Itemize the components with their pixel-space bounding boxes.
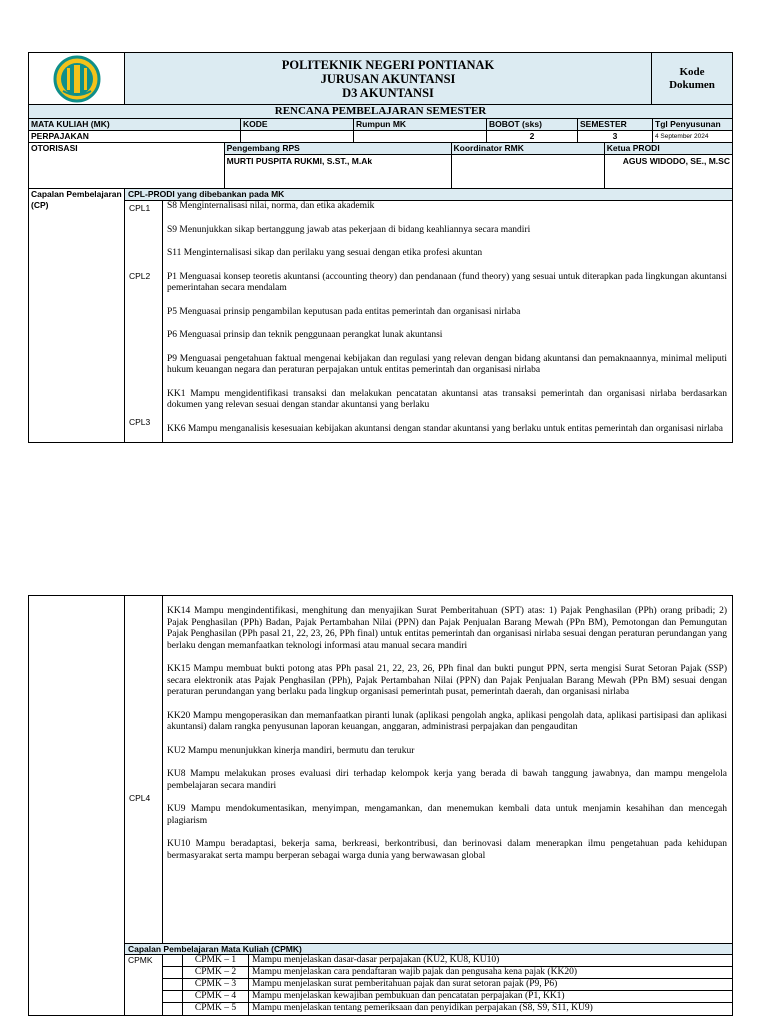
- cpl-code-3: CPL3: [129, 417, 151, 427]
- header-mata-kuliah: MATA KULIAH (MK): [29, 119, 241, 130]
- table-row: [163, 967, 732, 979]
- dokumen-label: Dokumen: [669, 78, 715, 91]
- cpl-item: P5 Menguasai prinsip pengambilan keputusan pada entitas pemerintah dan organisasi nirlaba: [167, 306, 521, 317]
- capaian-label-continued: [29, 596, 125, 1015]
- course-header-row: [29, 119, 732, 131]
- capaian-section: [29, 189, 732, 442]
- cpmk-code: CPMK – 1: [183, 955, 249, 966]
- pengembang-cell: [225, 143, 452, 188]
- cpmk-table: [163, 955, 732, 1015]
- cpmk-gap: [163, 1003, 183, 1015]
- cpmk-code: CPMK – 4: [183, 991, 249, 1002]
- logo-cell: [29, 53, 125, 104]
- cpl-item: KK15 Mampu membuat bukti potong atas PPh pasal 21, 22, 23, 26, PPh final dan bukti pungut PPN, serta mengisi Surat Setoran Pajak (SSP) secara elektronik atas Pajak Penghasilan (PPh), Pajak Pertambahan Nilai (PPN) dan Pajak Penjualan Barang Mewah (PPn BM) sesuai dengan peraturan perundangan yang berlaku pada lingkup organisasi pemerintah pusat, pemerintah daerah, dan organisasi nirlaba: [167, 664, 727, 697]
- cpmk-gap: [163, 991, 183, 1002]
- cpmk-desc: Mampu menjelaskan cara pendaftaran wajib pajak dan pengusaha kena pajak (KK20): [252, 967, 577, 977]
- cpl-item: KU2 Mampu menunjukkan kinerja mandiri, bermutu dan terukur: [167, 745, 415, 756]
- pengembang-value: MURTI PUSPITA RUKMI, S.ST., M.Ak: [226, 156, 373, 166]
- cpmk-section: [125, 955, 732, 1015]
- cpl-item: KK6 Mampu menganalisis kesesuaian kebijakan akuntansi dengan standar akuntansi yang berlaku untuk entitas pemerintah dan organisasi nirlaba: [167, 423, 723, 434]
- cpl-code-2: CPL2: [129, 271, 151, 281]
- cpl-item: P9 Menguasai pengetahuan faktual mengenai kebijakan dan regulasi yang relevan dengan bidang akuntansi dan pemaknaannya, minimal meliputi hukum keuangan negara dan peraturan perpajakan untuk entitas pemerintah dan organisasi nirlaba: [167, 353, 727, 375]
- value-semester: 3: [578, 131, 653, 142]
- value-rumpun: [354, 131, 487, 142]
- kode-label: Kode: [679, 65, 705, 78]
- cpl-codes-column: [125, 201, 163, 442]
- cpl-item: S9 Menunjukkan sikap bertanggung jawab atas pekerjaan di bidang keahliannya secara mandiri: [167, 224, 531, 235]
- cpl-item: KK14 Mampu mengindentifikasi, menghitung dan menyajikan Surat Pemberitahuan (SPT) atas: 1) Pajak Penghasilan (PPh) orang pribadi; 2) Pajak Penghasilan (PPh) Badan, Pajak Pertambahan Nilai (PPN) dan Pajak Penjualan Barang Mewah (PPn BM), Pemotongan dan Pemungutan Pajak Penghasilan (PPh pasal 21, 22, 23, 26, PPh final) untuk entitas pemerintah dan organisasi nirlaba sesuai dengan peraturan perundangan yang berlaku dengan memanfaatkan teknologi informasi atau manual secara mandiri: [167, 606, 727, 651]
- pengembang-label: Pengembang RPS: [225, 143, 451, 155]
- koordinator-cell: [452, 143, 605, 188]
- cpl-item: KU9 Mampu mendokumentasikan, menyimpan, mengamankan, dan menemukan kembali data untuk menjamin kesahihan dan mencegah plagiarism: [167, 804, 727, 826]
- cpl-codes-column-continued: [125, 596, 163, 943]
- capaian-label: Capalan Pembelajaran (CP): [29, 189, 125, 442]
- table-row: [163, 979, 732, 991]
- header-semester: SEMESTER: [578, 119, 653, 130]
- table-row: [163, 1003, 732, 1015]
- capaian-body: [125, 189, 732, 442]
- document-header: [29, 53, 732, 105]
- title-line-3: D3 AKUNTANSI: [342, 85, 434, 100]
- kode-dokumen-cell: [652, 53, 732, 104]
- rps-title: RENCANA PEMBELAJARAN SEMESTER: [29, 105, 732, 119]
- cpmk-gap: [163, 979, 183, 990]
- ketua-value: AGUS WIDODO, SE., M.SC: [622, 156, 730, 166]
- cpl-item: KU10 Mampu beradaptasi, bekerja sama, berkreasi, berkontribusi, dan berinovasi dalam menerapkan ilmu pengetahuan pada kehidupan bermasyarakat serta mampu berperan sebagai warga dunia yang berwawasan global: [167, 839, 727, 861]
- table-row: [163, 991, 732, 1003]
- title-line-2: JURUSAN AKUNTANSI: [320, 71, 456, 86]
- cpl-item: P1 Menguasai konsep teoretis akuntansi (accounting theory) dan pendanaan (fund theory) yang sesuai untuk diterapkan pada lingkungan akuntansi pemerintahan secara mendalam: [167, 271, 727, 293]
- course-value-row: [29, 131, 732, 143]
- otorisasi-row: [29, 143, 732, 189]
- cpl-items-page-2: [163, 596, 732, 943]
- polnep-logo-icon: [53, 55, 101, 103]
- cpl-grid: [125, 201, 732, 442]
- koordinator-label: Koordinator RMK: [452, 143, 604, 155]
- otorisasi-text: OTORISASI: [31, 143, 78, 153]
- cpl-item: S8 Menginternalisasi nilai, norma, dan etika akademik: [167, 201, 375, 211]
- cpmk-code: CPMK – 5: [183, 1003, 249, 1015]
- ketua-label: Ketua PRODI: [605, 143, 732, 155]
- cpl-item: KK1 Mampu mengidentifikasi transaksi dan melakukan pencatatan akuntansi atas transaksi pemerintah dan organisasi nirlaba berdasarkan dokumen yang relevan sesuai dengan standar akuntansi yang berlaku: [167, 388, 727, 410]
- title-line-1: POLITEKNIK NEGERI PONTIANAK: [281, 57, 495, 72]
- value-tgl: 4 September 2024: [655, 133, 709, 140]
- cpmk-desc: Mampu menjelaskan tentang pemeriksaan dan penyidikan perpajakan (S8, S9, S11, KU9): [252, 1003, 593, 1013]
- cpl-item: S11 Menginternalisasi sikap dan perilaku yang sesuai dengan etika profesi akuntan: [167, 248, 483, 258]
- cpl-item: KU8 Mampu melakukan proses evaluasi diri terhadap kelompok kerja yang berada di bawah tanggung jawabnya, dan mampu mengelola pembelajaran secara mandiri: [167, 769, 727, 791]
- cpl-code-1: CPL1: [129, 203, 151, 213]
- cpmk-gap: [163, 967, 183, 978]
- cpl-item: P6 Menguasai prinsip dan teknik penggunaan perangkat lunak akuntansi: [167, 330, 443, 340]
- cpmk-desc: Mampu menjelaskan kewajiban pembukuan dan pencatatan perpajakan (P1, KK1): [252, 991, 565, 1001]
- capaian-body-continued: [125, 596, 732, 1015]
- institution-title: [125, 53, 652, 104]
- header-bobot: BOBOT (sks): [487, 119, 578, 130]
- value-mata-kuliah: PERPAJAKAN: [29, 131, 241, 142]
- cpmk-code: CPMK – 2: [183, 967, 249, 978]
- cpl-item: KK20 Mampu mengoperasikan dan memanfaatkan piranti lunak (aplikasi pengolah angka, aplikasi pengolah data, aplikasi partisipasi dan aplikasi akuntansi) dalam rangka penyusunan laporan keuangan, anggaran, administrasi perpajakan dan pengauditan: [167, 710, 727, 732]
- cpl-grid-continued: [125, 596, 732, 943]
- cpl-items-page-1: [163, 201, 732, 442]
- cpmk-desc: Mampu menjelaskan surat pemberitahuan pajak dan surat setoran pajak (P9, P6): [252, 979, 558, 989]
- rps-table-page-1: [28, 52, 733, 443]
- cpl-prodi-header: CPL-PRODI yang dibebankan pada MK: [125, 189, 732, 201]
- rps-table-page-2: [28, 595, 733, 1016]
- table-row: [163, 955, 732, 967]
- value-bobot: 2: [487, 131, 578, 142]
- cpmk-label: CPMK: [125, 955, 163, 1015]
- cpl-code-4: CPL4: [129, 793, 151, 803]
- cpmk-header: Capalan Pembelajaran Mata Kuliah (CPMK): [125, 943, 732, 955]
- value-kode: [241, 131, 354, 142]
- cpmk-code: CPMK – 3: [183, 979, 249, 990]
- otorisasi-label: [29, 143, 225, 188]
- cpmk-desc: Mampu menjelaskan dasar-dasar perpajakan (KU2, KU8, KU10): [252, 955, 500, 965]
- header-tgl: Tgl Penyusunan: [653, 119, 732, 130]
- cpmk-gap: [163, 955, 183, 966]
- ketua-cell: [605, 143, 732, 188]
- header-rumpun: Rumpun MK: [354, 119, 487, 130]
- header-kode: KODE: [241, 119, 354, 130]
